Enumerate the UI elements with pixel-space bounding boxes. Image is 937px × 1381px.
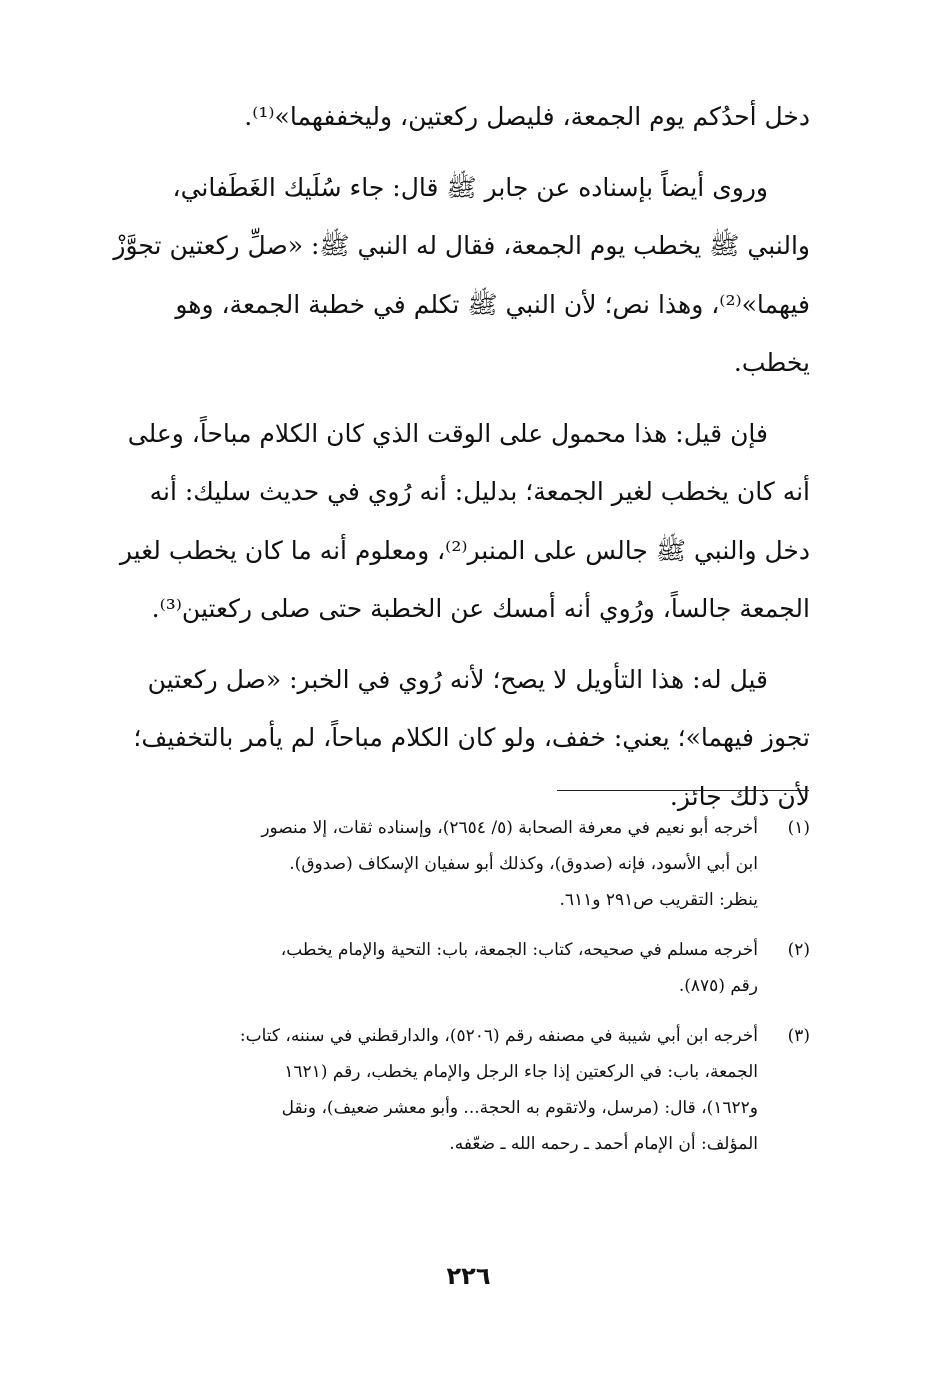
- footnote-line: أخرجه ابن أبي شيبة في مصنفه رقم (٥٢٠٦)، والدارقطني في سننه، كتاب:: [239, 1026, 758, 1046]
- main-text: [88, 88, 810, 826]
- footnote-1: [88, 810, 810, 918]
- footnote-line: ابن أبي الأسود، فإنه (صدوق)، وكذلك أبو سفيان الإسكاف (صدوق).: [289, 854, 758, 874]
- footnote-line: رقم (٨٧٥).: [678, 976, 758, 996]
- paragraph-1: [88, 88, 810, 147]
- footnote-line: أخرجه أبو نعيم في معرفة الصحابة (٥/ ٢٦٥٤)، وإسناده ثقات، إلا منصور: [261, 818, 758, 838]
- paragraph-3: [88, 405, 810, 639]
- text-line: دخل أحدُكم يوم الجمعة، فليصل ركعتين، وليخففهما»⁽¹⁾.: [244, 102, 810, 131]
- text-line: أنه كان يخطب لغير الجمعة؛ بدليل: أنه رُوي في حديث سليك: أنه: [149, 477, 810, 506]
- text-line: وروى أيضاً بإسناده عن جابر ﷺ قال: جاء سُلَيك الغَطَفاني،: [172, 172, 768, 202]
- footnote-line: ينظر: التقريب ص٢٩١ و٦١١.: [559, 890, 758, 910]
- text-line: قيل له: هذا التأويل لا يصح؛ لأنه رُوي في الخبر: «صل ركعتين: [147, 664, 768, 694]
- text-line: فيهما»⁽²⁾، وهذا نص؛ لأن النبي ﷺ تكلم في خطبة الجمعة، وهو: [175, 289, 810, 319]
- text-line: يخطب.: [733, 348, 810, 377]
- footnotes: [88, 810, 810, 1176]
- footnote-line: الجمعة، باب: في الركعتين إذا جاء الرجل والإمام يخطب، رقم (١٦٢١: [284, 1062, 758, 1082]
- footnote-text: [88, 1018, 758, 1162]
- text-line: والنبي ﷺ يخطب يوم الجمعة، فقال له النبي ﷺ: «صلِّ ركعتين تجوَّزْ: [113, 231, 810, 260]
- footnote-number: (٣): [787, 1026, 810, 1046]
- footnote-3: [88, 1018, 810, 1162]
- footnote-text: [88, 932, 758, 1004]
- footnote-separator: [557, 790, 809, 791]
- footnote-line: و١٦٢٢)، قال: (مرسل، ولاتقوم به الحجة... وأبو معشر ضعيف)، ونقل: [281, 1098, 758, 1118]
- footnote-number: (١): [787, 818, 810, 838]
- footnote-number: (٢): [787, 940, 810, 960]
- paragraph-2: [88, 159, 810, 393]
- footnote-text: [88, 810, 758, 918]
- text-line: الجمعة جالساً، ورُوي أنه أمسك عن الخطبة حتى صلى ركعتين⁽³⁾.: [151, 594, 810, 623]
- footnote-line: أخرجه مسلم في صحيحه، كتاب: الجمعة، باب: التحية والإمام يخطب،: [280, 940, 758, 960]
- page-number: ٢٢٦: [446, 1262, 491, 1290]
- paragraph-4: [88, 651, 810, 827]
- text-line: فإن قيل: هذا محمول على الوقت الذي كان الكلام مباحاً، وعلى: [127, 418, 768, 448]
- footnote-line: المؤلف: أن الإمام أحمد ـ رحمه الله ـ ضعّفه.: [449, 1134, 758, 1154]
- text-line: دخل والنبي ﷺ جالس على المنبر⁽²⁾، ومعلوم أنه ما كان يخطب لغير: [119, 535, 810, 565]
- footnote-2: [88, 932, 810, 1004]
- text-line: تجوز فيهما»؛ يعني: خفف، ولو كان الكلام مباحاً، لم يأمر بالتخفيف؛: [133, 723, 810, 752]
- text-line: لأن ذلك جائز.: [669, 781, 810, 811]
